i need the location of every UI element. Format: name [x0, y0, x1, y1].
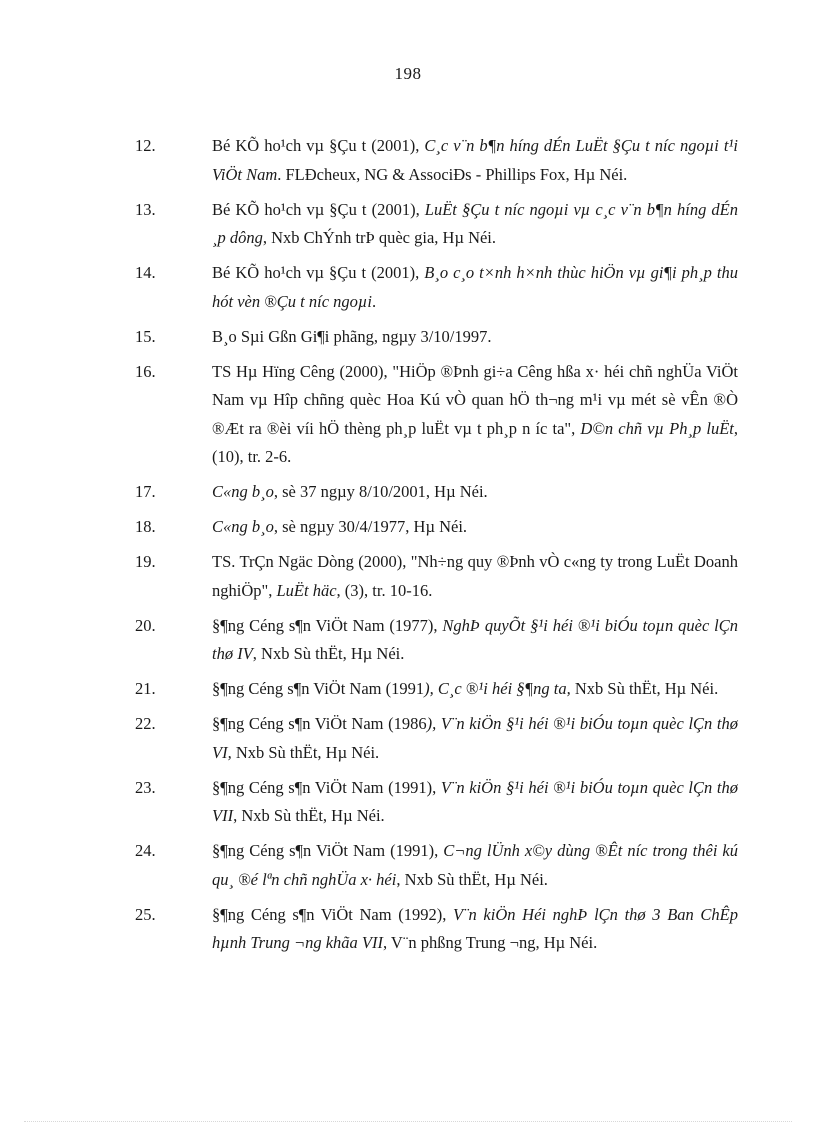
reference-number: 25. [135, 904, 156, 924]
reference-segment: , (3), tr. 10-16. [336, 580, 433, 600]
reference-segment: §¶ng Céng s¶n ViÖt Nam (1992), [212, 904, 453, 924]
reference-title: C«ng b¸o [212, 482, 274, 501]
page-number: 198 [394, 64, 422, 83]
reference-text [212, 200, 738, 248]
reference-title: LuËt häc [276, 580, 337, 600]
reference-segment: §¶ng Céng s¶n ViÖt Nam (1977), [212, 615, 443, 635]
reference-segment: §¶ng Céng s¶n ViÖt Nam (1991), [212, 841, 444, 860]
reference-number: 21. [135, 679, 156, 698]
reference-list [135, 132, 738, 964]
reference-text [212, 679, 718, 698]
reference-title: NghÞ quyÕt §¹i héi ®¹i biÓu toµn quèc lÇn thø IV [212, 615, 738, 663]
reference-title: C¸c v¨n b¶n híng dÉn LuËt §Çu t níc ngoµi t¹i ViÖt Nam [212, 136, 738, 184]
reference-segment: , Nxb Sù thËt, Hµ Néi. [233, 806, 385, 825]
page-bottom-divider [24, 1121, 792, 1122]
reference-item [135, 675, 738, 704]
reference-segment: §¶ng Céng s¶n ViÖt Nam (1986 [212, 714, 427, 733]
reference-item [135, 323, 738, 352]
reference-number: 23. [135, 777, 156, 797]
reference-text [212, 362, 738, 467]
reference-number: 15. [135, 326, 156, 346]
reference-number: 17. [135, 482, 156, 501]
reference-title: B¸o c¸o t×nh h×nh thùc hiÖn vµ gi¶i ph¸p thu hót vèn ®Çu t níc ngoµi [212, 263, 738, 311]
reference-number: 18. [135, 517, 156, 536]
reference-item [135, 358, 738, 472]
reference-text [212, 714, 738, 762]
reference-segment: , sè ngµy 30/4/1977, Hµ Néi. [273, 517, 468, 536]
reference-title: ), C¸c ®¹i héi §¶ng ta, [424, 679, 571, 698]
reference-segment: , Nxb Sù thËt, Hµ Néi. [396, 869, 548, 889]
reference-item [135, 513, 738, 542]
reference-segment: Bé KÕ ho¹ch vµ §Çu t (2001), [212, 136, 425, 155]
reference-segment: Bé KÕ ho¹ch vµ §Çu t (2001), [212, 199, 425, 219]
reference-segment: , Nxb ChÝnh trÞ quèc gia, Hµ Néi. [262, 228, 497, 247]
reference-number: 19. [135, 552, 156, 571]
reference-segment: , sè 37 ngµy 8/10/2001, Hµ Néi. [273, 482, 488, 501]
reference-item [135, 774, 738, 831]
reference-title: C¬ng lÜnh x©y dùng ®Êt níc trong thêi kú qu¸ ®é lªn chñ nghÜa x· héi [212, 841, 738, 889]
reference-text [212, 616, 738, 664]
reference-number: 22. [135, 714, 156, 733]
reference-segment: Nxb Sù thËt, Hµ Néi. [570, 679, 719, 698]
reference-number: 13. [135, 199, 156, 219]
reference-segment: TS Hµ Hïng Cêng (2000), "HiÖp ®Þnh gi÷a Cêng hßa x· héi chñ nghÜa ViÖt Nam vµ Hîp chñng quèc Hoa Kú vÒ quan hÖ th¬ng m¹i vµ mét sè vÊn ®Ò ®Æt ra ®èi víi hÖ thèng ph¸p luËt vµ t ph¸p n íc ta", [212, 361, 738, 438]
reference-segment: TS. TrÇn Ngäc Dòng (2000), "Nh÷ng quy ®Þnh vÒ c«ng ty trong LuËt Doanh nghiÖp", [212, 552, 738, 600]
reference-segment: , V¨n phßng Trung ¬ng, Hµ Néi. [382, 933, 598, 952]
reference-title: V¨n kiÖn Héi nghÞ lÇn thø 3 Ban ChÊp hµnh Trung ¬ng khãa VII [212, 904, 738, 952]
reference-number: 14. [135, 263, 156, 282]
reference-item [135, 612, 738, 669]
reference-item [135, 259, 738, 316]
reference-text [212, 552, 738, 600]
reference-item [135, 548, 738, 605]
reference-segment: . FLÐcheux, NG & AssociÐs - Phillips Fox, Hµ Néi. [277, 164, 628, 184]
reference-title: ), V¨n kiÖn §¹i héi ®¹i biÓu toµn quèc lÇn thø VI, [212, 714, 738, 762]
reference-text [212, 263, 738, 311]
reference-number: 20. [135, 615, 156, 635]
reference-text [212, 482, 488, 501]
reference-text [212, 327, 492, 346]
reference-item [135, 901, 738, 958]
reference-title: V¨n kiÖn §¹i héi ®¹i biÓu toµn quèc lÇn thø VII [212, 777, 738, 825]
reference-text [212, 517, 467, 536]
reference-segment: , (10), tr. 2-6. [212, 418, 738, 466]
reference-number: 16. [135, 361, 156, 381]
reference-segment: Bé KÕ ho¹ch vµ §Çu t (2001), [212, 263, 425, 282]
reference-segment: B¸o Sµi Gßn Gi¶i phãng, ngµy 3/10/1997. [212, 326, 492, 346]
reference-segment: §¶ng Céng s¶n ViÖt Nam (1991), [212, 777, 441, 797]
reference-item [135, 196, 738, 253]
reference-segment: . [371, 291, 377, 311]
reference-title: D©n chñ vµ Ph¸p luËt [580, 418, 734, 438]
reference-text [212, 841, 738, 889]
reference-item [135, 478, 738, 507]
reference-number: 24. [135, 841, 156, 860]
reference-item [135, 710, 738, 767]
reference-text [212, 136, 738, 184]
reference-segment: , Nxb Sù thËt, Hµ Néi. [252, 644, 405, 663]
reference-title: C«ng b¸o [212, 517, 274, 536]
reference-title: LuËt §Çu t níc ngoµi vµ c¸c v¨n b¶n híng dÉn ¸p dông [212, 199, 738, 247]
reference-item [135, 837, 738, 894]
reference-text [212, 905, 738, 953]
reference-number: 12. [135, 136, 156, 155]
reference-item [135, 132, 738, 189]
reference-segment: §¶ng Céng s¶n ViÖt Nam (1991 [212, 679, 425, 698]
reference-text [212, 778, 738, 826]
reference-segment: Nxb Sù thËt, Hµ Néi. [231, 742, 380, 762]
